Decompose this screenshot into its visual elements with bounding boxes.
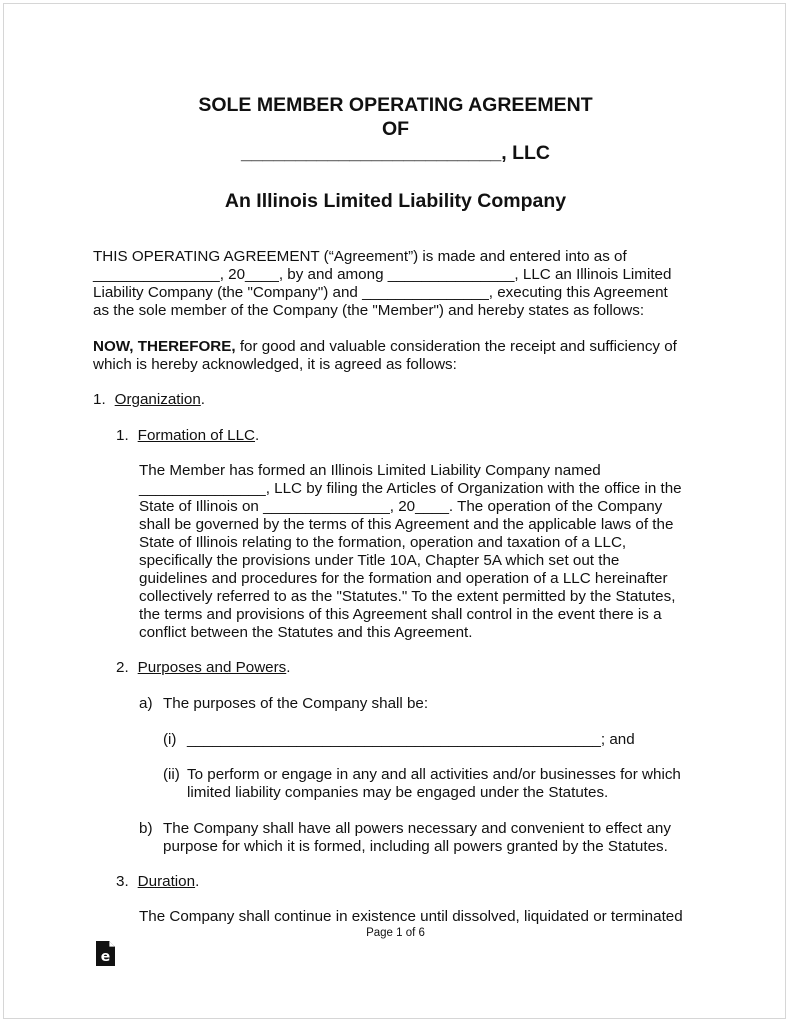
subsection-1-period: . bbox=[255, 427, 260, 444]
item-b-line-1: The Company shall have all powers necessary and convenient to effect any bbox=[163, 820, 671, 837]
recital-line-2: which is hereby acknowledged, it is agreed as follows: bbox=[93, 356, 457, 373]
item-a-label: a) bbox=[139, 695, 153, 712]
item-ii-line-1: To perform or engage in any and all activities and/or businesses for which bbox=[187, 766, 681, 783]
item-ii-line-2: limited liability companies may be engaged under the Statutes. bbox=[187, 784, 609, 801]
svg-text:e: e bbox=[100, 949, 111, 965]
doc-title: SOLE MEMBER OPERATING AGREEMENT bbox=[198, 94, 593, 116]
subsection-3-title: Duration bbox=[137, 873, 196, 890]
formation-line: shall be governed by the terms of this Agreement and the applicable laws of the bbox=[139, 516, 674, 533]
intro-line-3: Liability Company (the "Company") and _______________, executing this Agreement bbox=[93, 284, 668, 301]
formation-line: conflict between the Statutes and this Agreement. bbox=[139, 624, 473, 641]
item-b-line-2: purpose for which it is formed, including all powers granted by the Statutes. bbox=[163, 838, 668, 855]
item-a-text: The purposes of the Company shall be: bbox=[163, 695, 429, 712]
subsection-3-heading bbox=[116, 873, 199, 891]
formation-line: State of Illinois relating to the formation, operation and taxation of a LLC, bbox=[139, 534, 627, 551]
item-i-blank: _________________________________________________; and bbox=[187, 731, 635, 748]
formation-line: the terms and provisions of this Agreement shall control in the event there is a bbox=[139, 606, 662, 623]
recital-bold: NOW, THEREFORE, bbox=[93, 338, 236, 355]
item-b-label: b) bbox=[139, 820, 153, 837]
formation-line: collectively referred to as the "Statutes." To the extent permitted by the Statutes, bbox=[139, 588, 676, 605]
subsection-2-number: 2. bbox=[116, 659, 129, 676]
section-1-title: Organization bbox=[114, 391, 201, 408]
doc-title-of: OF bbox=[381, 118, 410, 140]
section-1-heading bbox=[93, 391, 205, 409]
subsection-1-title: Formation of LLC bbox=[137, 427, 256, 444]
intro-line-1: THIS OPERATING AGREEMENT (“Agreement”) is made and entered into as of bbox=[93, 248, 627, 265]
intro-line-4: as the sole member of the Company (the "Member") and hereby states as follows: bbox=[93, 302, 645, 319]
item-i-label: (i) bbox=[163, 731, 177, 748]
item-ii-label: (ii) bbox=[163, 766, 180, 783]
formation-line: guidelines and procedures for the formation and operation of a LLC hereinafter bbox=[139, 570, 668, 587]
subsection-2-heading bbox=[116, 659, 291, 677]
formation-line: The Member has formed an Illinois Limited Liability Company named bbox=[139, 462, 601, 479]
subsection-1-number: 1. bbox=[116, 427, 129, 444]
section-1-number: 1. bbox=[93, 391, 106, 408]
doc-title-llc-blank: ________________________, LLC bbox=[240, 142, 551, 164]
doc-subtitle: An Illinois Limited Liability Company bbox=[224, 190, 567, 212]
formation-line: specifically the provisions under Title 10A, Chapter 5A which set out the bbox=[139, 552, 620, 569]
eforms-logo-icon bbox=[96, 941, 115, 966]
duration-line-1: The Company shall continue in existence until dissolved, liquidated or terminated bbox=[139, 908, 683, 925]
subsection-2-period: . bbox=[286, 659, 291, 676]
subsection-3-number: 3. bbox=[116, 873, 129, 890]
intro-line-2: _______________, 20____, by and among _______________, LLC an Illinois Limited bbox=[93, 266, 672, 283]
page-number: Page 1 of 6 bbox=[366, 927, 425, 939]
section-1-period: . bbox=[200, 391, 206, 408]
recital-line-1 bbox=[93, 338, 677, 356]
formation-line: _______________, LLC by filing the Articles of Organization with the office in the bbox=[139, 480, 682, 497]
subsection-1-heading bbox=[116, 427, 259, 445]
formation-line: State of Illinois on _______________, 20____. The operation of the Company bbox=[139, 498, 663, 515]
subsection-3-period: . bbox=[195, 873, 200, 890]
recital-rest: for good and valuable consideration the receipt and sufficiency of bbox=[235, 338, 677, 355]
subsection-2-title: Purposes and Powers bbox=[137, 659, 287, 676]
